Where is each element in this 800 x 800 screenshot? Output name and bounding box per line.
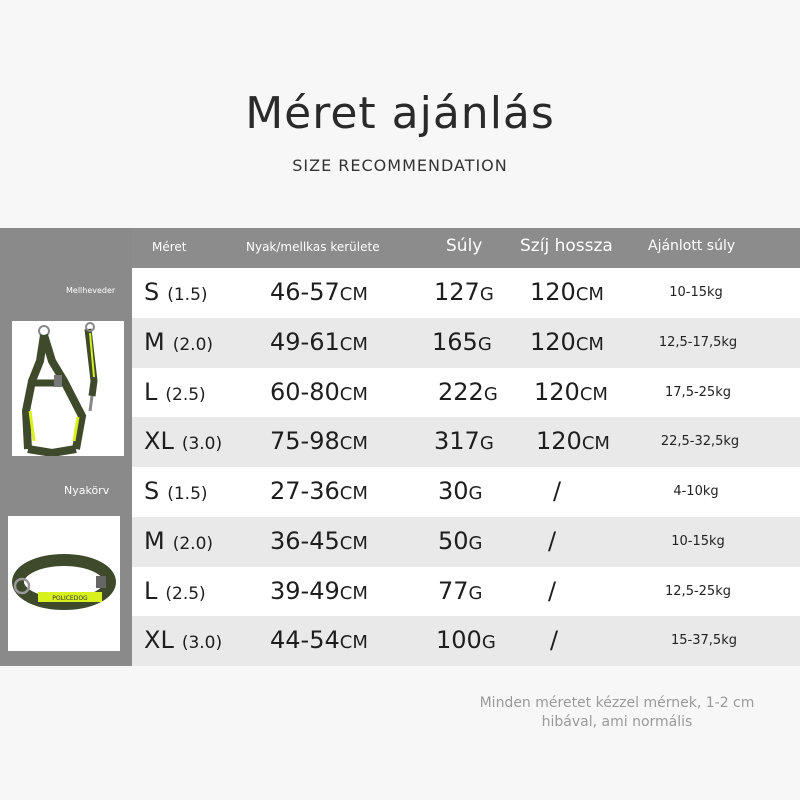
weight-unit: G (483, 383, 498, 405)
strap-unit: CM (581, 433, 610, 455)
circumference-value: 49-61 (270, 327, 340, 356)
weight-value: 165 (432, 327, 478, 356)
size-cell (144, 318, 213, 368)
recommended-weight-cell: 4-10kg (673, 484, 719, 499)
recommended-weight-cell: 10-15kg (671, 533, 725, 549)
size-number: (1.5) (167, 484, 208, 504)
weight-cell (434, 417, 494, 467)
circumference-value: 60-80 (270, 377, 340, 406)
weight-value: 317 (434, 427, 480, 456)
circumference-unit: CM (339, 532, 368, 554)
table-row (132, 567, 800, 617)
weight-unit: G (468, 532, 483, 554)
strap-value: 120 (530, 278, 576, 306)
circumference-cell (270, 318, 368, 368)
weight-cell (438, 467, 483, 517)
weight-cell (438, 567, 483, 617)
strap-cell (553, 467, 561, 517)
strap-cell (534, 368, 608, 418)
size-cell (144, 368, 206, 418)
circumference-cell (270, 268, 368, 318)
recommended-weight-cell: 15-37,5kg (671, 633, 737, 649)
collar-image (8, 516, 120, 651)
weight-unit: G (479, 284, 494, 305)
circumference-value: 44-54 (270, 626, 340, 655)
strap-unit: CM (575, 333, 604, 355)
page-title: Méret ajánlás (245, 88, 555, 139)
size-letter: L (144, 377, 158, 406)
weight-value: 100 (436, 626, 482, 655)
size-letter: XL (144, 427, 174, 456)
size-cell (144, 567, 206, 617)
harness-label: Mellheveder (66, 286, 116, 295)
weight-cell (438, 517, 483, 567)
circumference-unit: CM (339, 582, 368, 604)
weight-cell (432, 318, 492, 368)
table-body (132, 268, 800, 666)
size-number: (2.5) (165, 583, 206, 604)
collar-label: Nyakörv (64, 484, 110, 497)
table-row (132, 517, 800, 567)
circumference-unit: CM (339, 483, 368, 504)
product-sidebar (0, 228, 132, 666)
strap-cell (530, 318, 604, 368)
weight-unit: G (468, 483, 483, 504)
weight-unit: G (468, 582, 483, 604)
weight-value: 30 (438, 477, 469, 505)
size-letter: L (144, 576, 158, 605)
recommended-weight-cell: 12,5-17,5kg (658, 334, 738, 350)
size-cell (144, 417, 222, 467)
svg-text:POLICEDOG: POLICEDOG (52, 595, 88, 602)
harness-image (12, 321, 124, 456)
weight-cell (438, 368, 498, 418)
strap-value: / (548, 526, 557, 555)
size-number: (3.0) (181, 633, 223, 654)
weight-unit: G (481, 632, 496, 654)
weight-unit: G (477, 333, 492, 355)
circumference-cell (270, 517, 368, 567)
strap-value: / (553, 477, 562, 505)
circumference-cell (270, 417, 368, 467)
size-number: (2.5) (165, 384, 206, 405)
size-number: (2.0) (172, 334, 214, 355)
circumference-cell (270, 467, 368, 517)
header-circumference: Nyak/mellkas kerülete (246, 240, 380, 254)
strap-cell (550, 616, 558, 666)
recommended-weight-cell: 10-15kg (669, 285, 723, 300)
size-cell (144, 268, 208, 318)
strap-cell (548, 517, 556, 567)
circumference-value: 46-57 (270, 278, 340, 306)
circumference-cell (270, 616, 368, 666)
strap-value: 120 (530, 327, 576, 356)
header-strap: Szíj hossza (520, 236, 613, 256)
circumference-value: 36-45 (270, 526, 340, 555)
header-weight: Súly (446, 236, 483, 256)
circumference-unit: CM (339, 333, 368, 355)
strap-cell (530, 268, 604, 318)
strap-value: / (550, 626, 559, 655)
circumference-cell (270, 368, 368, 418)
weight-value: 50 (438, 526, 469, 555)
size-cell (144, 616, 222, 666)
circumference-value: 27-36 (270, 477, 340, 505)
strap-cell (548, 567, 556, 617)
weight-cell (436, 616, 496, 666)
size-cell (144, 517, 213, 567)
circumference-cell (270, 567, 368, 617)
header-size: Méret (152, 240, 187, 254)
weight-value: 222 (438, 377, 484, 406)
size-letter: S (144, 278, 160, 306)
table-row (132, 417, 800, 467)
circumference-unit: CM (339, 284, 368, 305)
weight-cell (434, 268, 494, 318)
strap-value: / (548, 576, 557, 605)
table-row (132, 616, 800, 666)
table-row (132, 467, 800, 517)
size-letter: M (144, 526, 165, 555)
strap-value: 120 (534, 377, 580, 406)
size-number: (1.5) (167, 285, 208, 305)
measurement-note: Minden méretet kézzel mérnek, 1-2 cm hibával, ami normális (479, 695, 755, 730)
size-letter: M (144, 327, 165, 356)
strap-unit: CM (579, 383, 608, 405)
weight-value: 127 (434, 278, 480, 306)
strap-value: 120 (536, 427, 582, 456)
table-row (132, 318, 800, 368)
size-table (0, 228, 800, 666)
size-letter: S (144, 477, 160, 505)
size-number: (3.0) (181, 434, 223, 455)
circumference-unit: CM (339, 433, 368, 455)
size-cell (144, 467, 208, 517)
circumference-unit: CM (339, 383, 368, 405)
table-row (132, 368, 800, 418)
size-letter: XL (144, 626, 174, 655)
recommended-weight-cell: 22,5-32,5kg (660, 434, 740, 450)
weight-unit: G (479, 433, 494, 455)
recommended-weight-cell: 17,5-25kg (665, 384, 731, 400)
table-row (132, 268, 800, 318)
circumference-value: 75-98 (270, 427, 340, 456)
circumference-value: 39-49 (270, 576, 340, 605)
weight-value: 77 (438, 576, 469, 605)
size-number: (2.0) (172, 533, 214, 554)
table-header (132, 228, 800, 268)
recommended-weight-cell: 12,5-25kg (665, 583, 731, 599)
circumference-unit: CM (339, 632, 368, 654)
strap-unit: CM (575, 284, 604, 305)
strap-cell (536, 417, 610, 467)
header-recommended: Ajánlott súly (648, 238, 736, 254)
page-subtitle: SIZE RECOMMENDATION (292, 156, 508, 175)
